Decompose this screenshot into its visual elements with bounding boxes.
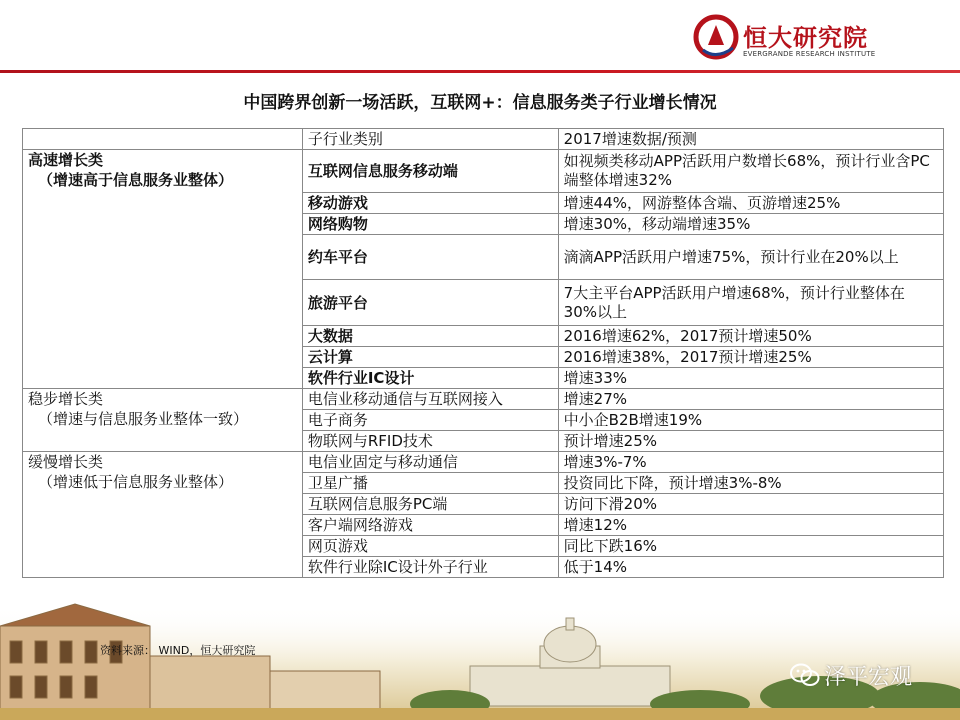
growth-cell: 预计增速25% [558, 431, 943, 452]
group-name: 稳步增长类 [28, 390, 104, 408]
growth-cell: 增速27% [558, 389, 943, 410]
footer-buildings-image [0, 596, 960, 720]
subindustry-cell: 软件行业除IC设计外子行业 [302, 557, 558, 578]
group-desc: （增速低于信息服务业整体） [38, 473, 234, 491]
growth-cell: 增速30%，移动端增速35% [558, 214, 943, 235]
group-cell-high-growth [23, 150, 303, 389]
growth-cell: 低于14% [558, 557, 943, 578]
evergrande-logo-icon [693, 14, 739, 60]
wechat-account-name: 泽平宏观 [824, 665, 913, 690]
subindustry-cell: 软件行业IC设计 [302, 368, 558, 389]
growth-cell: 投资同比下降，预计增速3%-8% [558, 473, 943, 494]
header-divider [0, 70, 960, 73]
growth-cell: 7大主平台APP活跃用户增速68%，预计行业整体在30%以上 [558, 280, 943, 326]
subindustry-cell: 约车平台 [302, 235, 558, 280]
subindustry-cell: 卫星广播 [302, 473, 558, 494]
wechat-icon [790, 662, 820, 688]
table-row [23, 150, 944, 193]
header-empty-cell [23, 129, 303, 150]
table-row [23, 389, 944, 410]
subindustry-cell: 电信业移动通信与互联网接入 [302, 389, 558, 410]
subindustry-cell: 电信业固定与移动通信 [302, 452, 558, 473]
group-desc: （增速高于信息服务业整体） [38, 171, 234, 189]
subindustry-cell: 互联网信息服务移动端 [302, 150, 558, 193]
group-cell-slow-growth [23, 452, 303, 578]
growth-cell: 中小企B2B增速19% [558, 410, 943, 431]
growth-cell: 2016增速62%，2017预计增速50% [558, 326, 943, 347]
growth-cell: 增速33% [558, 368, 943, 389]
growth-cell: 访问下滑20% [558, 494, 943, 515]
brand-name-cn: 恒大研究院 [743, 24, 868, 52]
subindustry-cell: 网页游戏 [302, 536, 558, 557]
header-growth: 2017增速数据/预测 [558, 129, 943, 150]
growth-cell: 增速12% [558, 515, 943, 536]
growth-cell: 增速44%，网游整体含端、页游增速25% [558, 193, 943, 214]
growth-cell: 增速3%-7% [558, 452, 943, 473]
group-name: 高速增长类 [28, 151, 104, 169]
slide-title: 中国跨界创新一场活跃，互联网+：信息服务类子行业增长情况 [243, 93, 717, 113]
growth-cell: 如视频类移动APP活跃用户数增长68%，预计行业含PC端整体增速32% [558, 150, 943, 193]
subindustry-cell: 网络购物 [302, 214, 558, 235]
subindustry-cell: 移动游戏 [302, 193, 558, 214]
source-note: 资料来源： WIND，恒大研究院 [100, 644, 256, 657]
subindustry-cell: 互联网信息服务PC端 [302, 494, 558, 515]
group-desc: （增速与信息服务业整体一致） [38, 410, 249, 428]
subindustry-cell: 客户端网络游戏 [302, 515, 558, 536]
table-row [23, 452, 944, 473]
subindustry-cell: 旅游平台 [302, 280, 558, 326]
subindustry-cell: 物联网与RFID技术 [302, 431, 558, 452]
industry-growth-table [22, 128, 944, 578]
growth-cell: 2016增速38%，2017预计增速25% [558, 347, 943, 368]
table-header-row [23, 129, 944, 150]
brand-logo [693, 14, 883, 64]
group-name: 缓慢增长类 [28, 453, 104, 471]
header-subindustry: 子行业类别 [302, 129, 558, 150]
subindustry-cell: 云计算 [302, 347, 558, 368]
growth-cell: 滴滴APP活跃用户增速75%，预计行业在20%以上 [558, 235, 943, 280]
subindustry-cell: 电子商务 [302, 410, 558, 431]
subindustry-cell: 大数据 [302, 326, 558, 347]
growth-cell: 同比下跌16% [558, 536, 943, 557]
brand-name-en: EVERGRANDE RESEARCH INSTITUTE [743, 50, 876, 58]
group-cell-steady-growth [23, 389, 303, 452]
